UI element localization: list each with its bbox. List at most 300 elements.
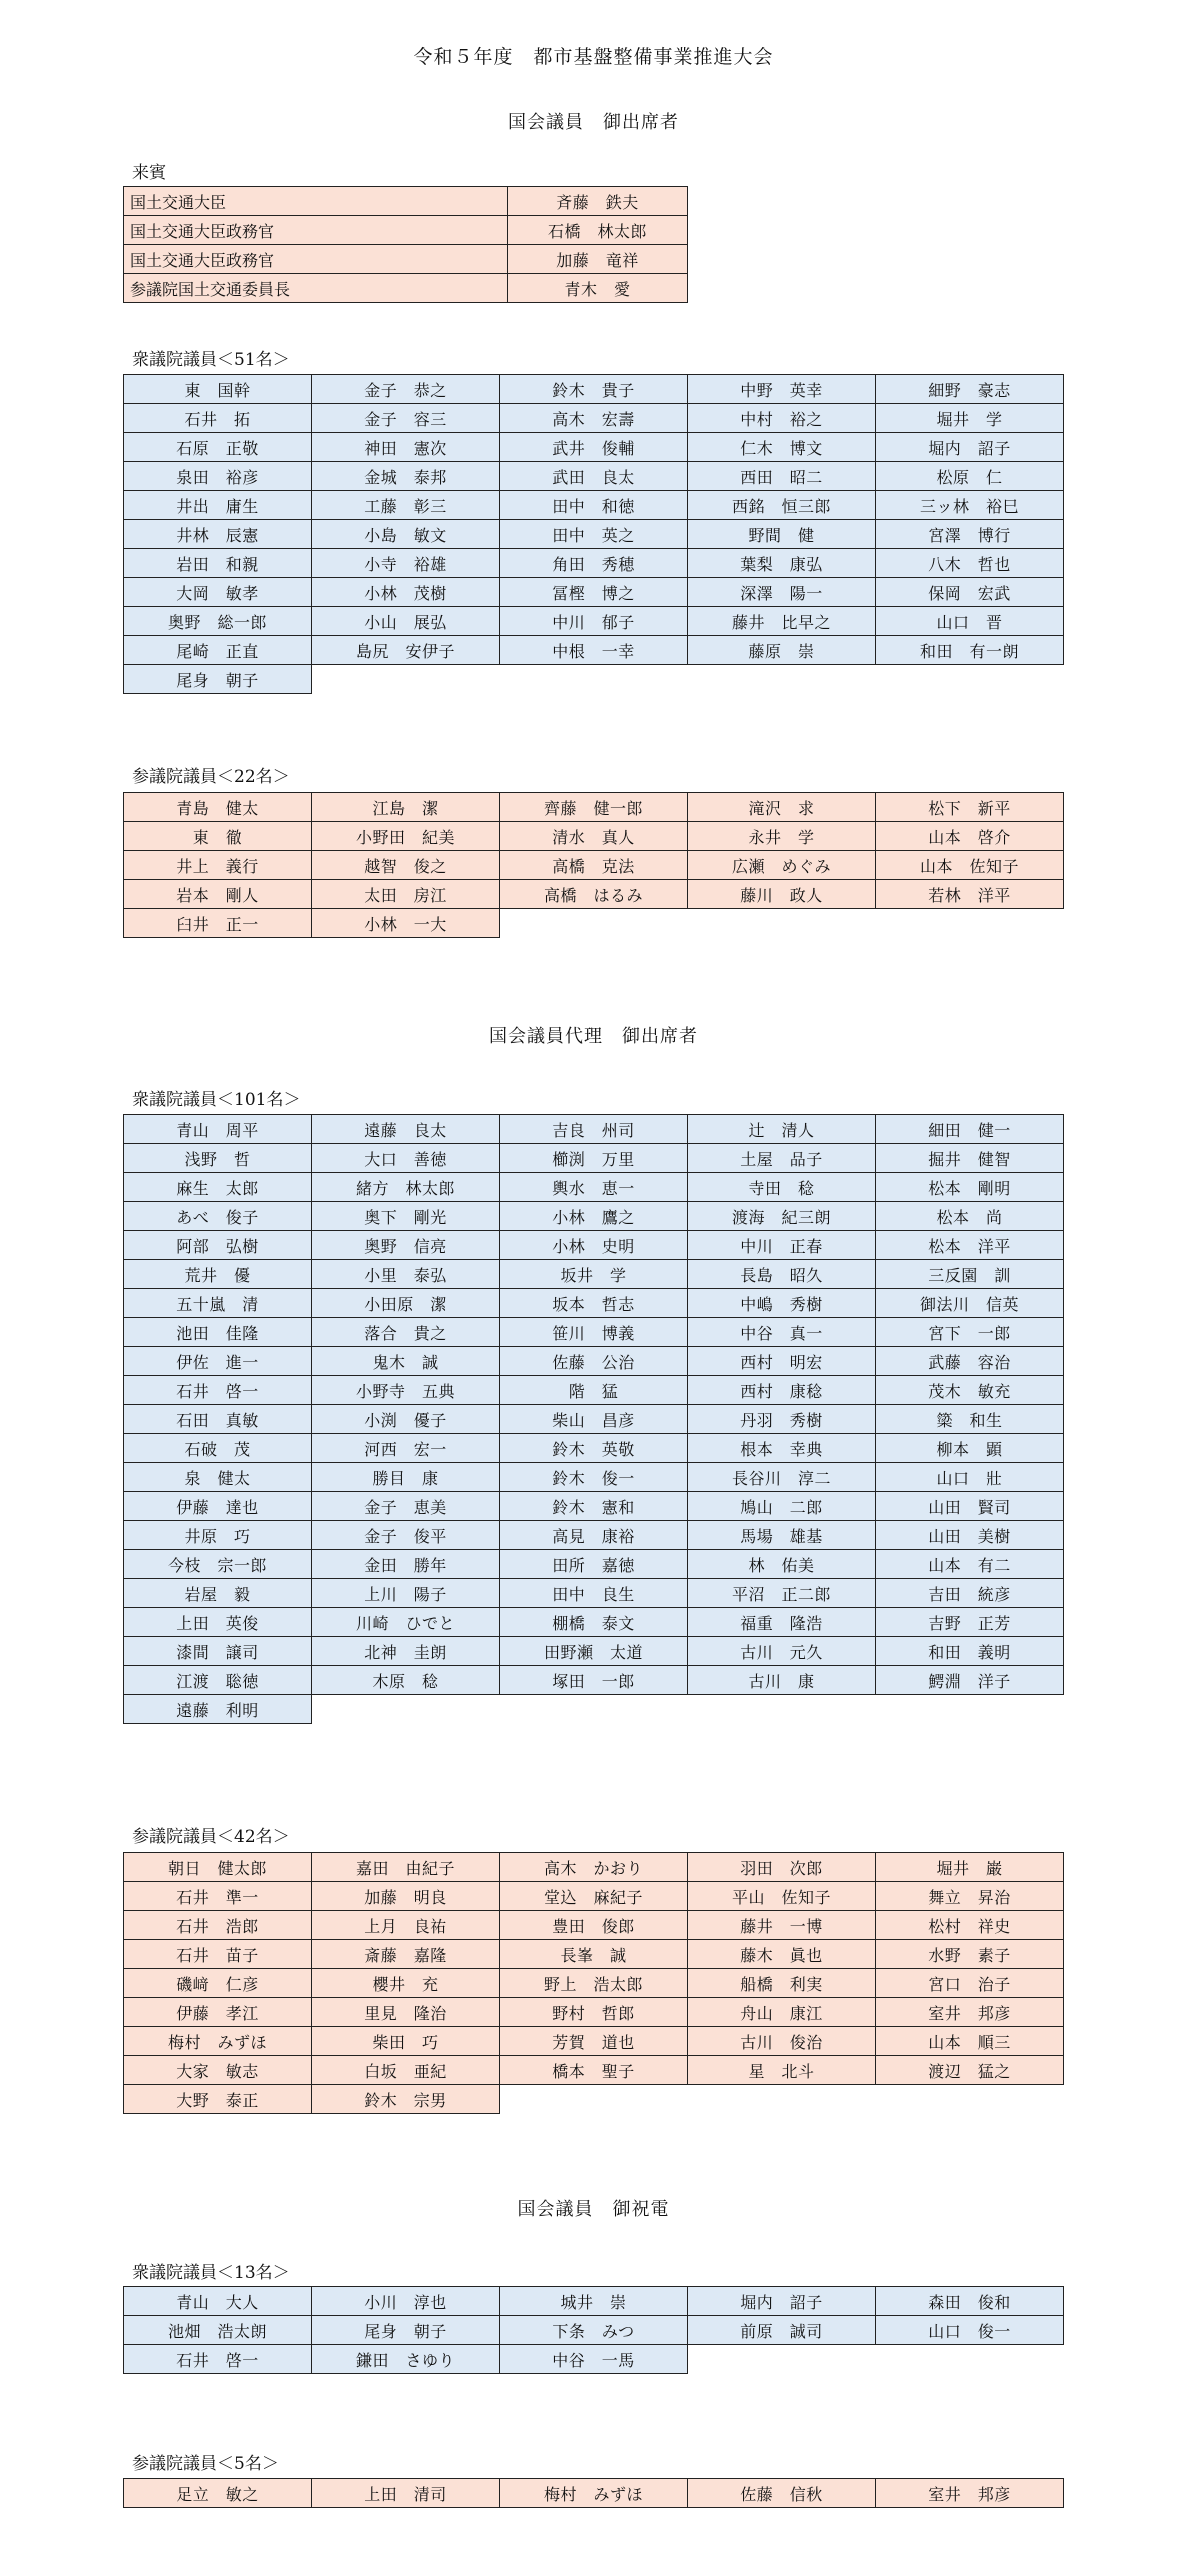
- member-name: 西銘 恒三郎: [688, 491, 876, 520]
- member-name: 石田 真敏: [124, 1405, 312, 1434]
- member-name: 橋本 聖子: [500, 2056, 688, 2085]
- table-row: [124, 1695, 1064, 1724]
- member-name: 東 徹: [124, 822, 312, 851]
- member-name: 神田 憲次: [312, 433, 500, 462]
- member-name: 北神 圭朗: [312, 1637, 500, 1666]
- member-name: 古川 俊治: [688, 2027, 876, 2056]
- guest-role: 国土交通大臣政務官: [124, 245, 508, 274]
- member-name: 遠藤 利明: [124, 1695, 312, 1724]
- member-name: 深澤 陽一: [688, 578, 876, 607]
- member-name: 井林 辰憲: [124, 520, 312, 549]
- member-name: 小林 鷹之: [500, 1202, 688, 1231]
- heading-telegrams: 国会議員 御祝電: [517, 2199, 670, 2220]
- member-name: 長峯 誠: [500, 1940, 688, 1969]
- member-name: 奥野 信亮: [312, 1231, 500, 1260]
- member-name: 坂本 哲志: [500, 1289, 688, 1318]
- empty-cell: [312, 665, 500, 694]
- member-name: 加藤 明良: [312, 1882, 500, 1911]
- member-name: 浅野 哲: [124, 1144, 312, 1173]
- guest-role: 国土交通大臣政務官: [124, 216, 508, 245]
- member-name: 田中 和徳: [500, 491, 688, 520]
- table-row: [124, 636, 1064, 665]
- member-name: 高木 かおり: [500, 1853, 688, 1882]
- member-name: 河西 宏一: [312, 1434, 500, 1463]
- member-name: 尾身 朝子: [124, 665, 312, 694]
- table-row: [124, 1231, 1064, 1260]
- member-name: 藤川 政人: [688, 880, 876, 909]
- member-name: 岩本 剛人: [124, 880, 312, 909]
- member-name: 越智 俊之: [312, 851, 500, 880]
- empty-cell: [688, 1695, 876, 1724]
- heading-attendees: 国会議員 御出席者: [508, 112, 679, 133]
- member-name: 鈴木 英敬: [500, 1434, 688, 1463]
- member-name: 吉田 統彦: [876, 1579, 1064, 1608]
- member-name: 太田 房江: [312, 880, 500, 909]
- table-row: [124, 1969, 1064, 1998]
- member-name: 福重 隆浩: [688, 1608, 876, 1637]
- member-name: 保岡 宏武: [876, 578, 1064, 607]
- member-name: 三反園 訓: [876, 1260, 1064, 1289]
- table-row: [124, 375, 1064, 404]
- member-name: 中根 一幸: [500, 636, 688, 665]
- member-name: 武井 俊輔: [500, 433, 688, 462]
- member-name: 尾身 朝子: [312, 2316, 500, 2345]
- empty-cell: [500, 1695, 688, 1724]
- member-name: 白坂 亜紀: [312, 2056, 500, 2085]
- member-name: 清水 真人: [500, 822, 688, 851]
- table-row: [124, 2287, 1064, 2316]
- member-name: 山口 晋: [876, 607, 1064, 636]
- table-row: [124, 1882, 1064, 1911]
- table-row: [124, 1260, 1064, 1289]
- member-name: 堀内 詔子: [876, 433, 1064, 462]
- member-name: 塚田 一郎: [500, 1666, 688, 1695]
- member-name: 柳本 顕: [876, 1434, 1064, 1463]
- member-name: 里見 隆治: [312, 1998, 500, 2027]
- member-name: 鈴木 憲和: [500, 1492, 688, 1521]
- member-name: 三ッ林 裕巳: [876, 491, 1064, 520]
- member-name: 佐藤 信秋: [688, 2479, 876, 2508]
- member-name: 中村 裕之: [688, 404, 876, 433]
- member-name: 小林 一大: [312, 909, 500, 938]
- member-name: 斎藤 嘉隆: [312, 1940, 500, 1969]
- member-name: 古川 元久: [688, 1637, 876, 1666]
- member-name: 堀井 巌: [876, 1853, 1064, 1882]
- guest-name: 斉藤 鉄夫: [508, 187, 688, 216]
- member-name: 田中 良生: [500, 1579, 688, 1608]
- member-name: 山本 啓介: [876, 822, 1064, 851]
- member-name: 中嶋 秀樹: [688, 1289, 876, 1318]
- member-name: 金子 恭之: [312, 375, 500, 404]
- member-name: 奥下 剛光: [312, 1202, 500, 1231]
- member-name: 鰐淵 洋子: [876, 1666, 1064, 1695]
- table-row: [124, 274, 688, 303]
- member-name: 麻生 太郎: [124, 1173, 312, 1202]
- attendee-council-label: 参議院議員＜22名＞: [132, 767, 290, 787]
- table-row: [124, 2085, 1064, 2114]
- member-name: 金子 恵美: [312, 1492, 500, 1521]
- member-name: 堀井 学: [876, 404, 1064, 433]
- table-row: [124, 1608, 1064, 1637]
- member-name: 高木 宏壽: [500, 404, 688, 433]
- empty-cell: [500, 909, 688, 938]
- member-name: 吉野 正芳: [876, 1608, 1064, 1637]
- member-name: 伊佐 進一: [124, 1347, 312, 1376]
- member-name: 小川 淳也: [312, 2287, 500, 2316]
- table-row: [124, 216, 688, 245]
- guests-label: 来賓: [132, 163, 166, 183]
- member-name: 金子 容三: [312, 404, 500, 433]
- member-name: 田野瀬 太道: [500, 1637, 688, 1666]
- member-name: 遠藤 良太: [312, 1115, 500, 1144]
- member-name: 室井 邦彦: [876, 1998, 1064, 2027]
- member-name: 藤井 比早之: [688, 607, 876, 636]
- member-name: 金城 泰邦: [312, 462, 500, 491]
- member-name: 柴田 巧: [312, 2027, 500, 2056]
- attendee-council-table: [123, 792, 1064, 938]
- member-name: 松本 剛明: [876, 1173, 1064, 1202]
- member-name: 和田 有一朗: [876, 636, 1064, 665]
- table-row: [124, 1940, 1064, 1969]
- member-name: 小里 泰弘: [312, 1260, 500, 1289]
- member-name: 豊田 俊郎: [500, 1911, 688, 1940]
- member-name: 輿水 恵一: [500, 1173, 688, 1202]
- member-name: 島尻 安伊子: [312, 636, 500, 665]
- member-name: 木原 稔: [312, 1666, 500, 1695]
- member-name: 小寺 裕雄: [312, 549, 500, 578]
- member-name: 朝日 健太郎: [124, 1853, 312, 1882]
- member-name: 山本 有二: [876, 1550, 1064, 1579]
- member-name: 伊藤 孝江: [124, 1998, 312, 2027]
- member-name: 山本 佐知子: [876, 851, 1064, 880]
- member-name: 中谷 真一: [688, 1318, 876, 1347]
- member-name: 水野 素子: [876, 1940, 1064, 1969]
- member-name: 江渡 聡徳: [124, 1666, 312, 1695]
- empty-cell: [876, 2345, 1064, 2374]
- member-name: 大野 泰正: [124, 2085, 312, 2114]
- member-name: 羽田 次郎: [688, 1853, 876, 1882]
- member-name: 佐藤 公治: [500, 1347, 688, 1376]
- member-name: 伊藤 達也: [124, 1492, 312, 1521]
- guest-role: 参議院国土交通委員長: [124, 274, 508, 303]
- telegram-council-table: [123, 2478, 1064, 2508]
- table-row: [124, 1115, 1064, 1144]
- member-name: 泉 健太: [124, 1463, 312, 1492]
- table-row: [124, 1318, 1064, 1347]
- table-row: [124, 1376, 1064, 1405]
- member-name: 若林 洋平: [876, 880, 1064, 909]
- member-name: 室井 邦彦: [876, 2479, 1064, 2508]
- member-name: 井原 巧: [124, 1521, 312, 1550]
- member-name: 葉梨 康弘: [688, 549, 876, 578]
- document-title: 令和５年度 都市基盤整備事業推進大会: [413, 46, 774, 68]
- member-name: 冨樫 博之: [500, 578, 688, 607]
- member-name: 坂井 学: [500, 1260, 688, 1289]
- member-name: 中野 英幸: [688, 375, 876, 404]
- member-name: 吉良 州司: [500, 1115, 688, 1144]
- member-name: 石井 苗子: [124, 1940, 312, 1969]
- table-row: [124, 607, 1064, 636]
- member-name: 勝目 康: [312, 1463, 500, 1492]
- member-name: 石井 啓一: [124, 1376, 312, 1405]
- member-name: 梅村 みずほ: [500, 2479, 688, 2508]
- empty-cell: [312, 1695, 500, 1724]
- member-name: 山口 俊一: [876, 2316, 1064, 2345]
- table-row: [124, 1463, 1064, 1492]
- table-row: [124, 2345, 1064, 2374]
- member-name: 井上 義行: [124, 851, 312, 880]
- empty-cell: [500, 2085, 688, 2114]
- member-name: 青山 周平: [124, 1115, 312, 1144]
- telegram-council-label: 参議院議員＜5名＞: [132, 2454, 279, 2474]
- table-row: [124, 880, 1064, 909]
- member-name: 茂木 敏充: [876, 1376, 1064, 1405]
- empty-cell: [688, 665, 876, 694]
- member-name: 掘井 健智: [876, 1144, 1064, 1173]
- member-name: 渡海 紀三朗: [688, 1202, 876, 1231]
- member-name: 石井 準一: [124, 1882, 312, 1911]
- guests-table: [123, 186, 688, 303]
- member-name: 緒方 林太郎: [312, 1173, 500, 1202]
- table-row: [124, 2316, 1064, 2345]
- proxy-house-label: 衆議院議員＜101名＞: [132, 1090, 301, 1110]
- table-row: [124, 2479, 1064, 2508]
- member-name: 松原 仁: [876, 462, 1064, 491]
- table-row: [124, 1550, 1064, 1579]
- table-row: [124, 1173, 1064, 1202]
- member-name: 工藤 彰三: [312, 491, 500, 520]
- telegram-house-label: 衆議院議員＜13名＞: [132, 2263, 290, 2283]
- member-name: 野上 浩太郎: [500, 1969, 688, 1998]
- empty-cell: [876, 2085, 1064, 2114]
- member-name: 池田 佳隆: [124, 1318, 312, 1347]
- member-name: 井出 庸生: [124, 491, 312, 520]
- member-name: 大家 敏志: [124, 2056, 312, 2085]
- member-name: 今枝 宗一郎: [124, 1550, 312, 1579]
- member-name: 田中 英之: [500, 520, 688, 549]
- member-name: 和田 義明: [876, 1637, 1064, 1666]
- member-name: 野村 哲郎: [500, 1998, 688, 2027]
- table-row: [124, 1289, 1064, 1318]
- member-name: 奥野 総一郎: [124, 607, 312, 636]
- member-name: 嘉田 由紀子: [312, 1853, 500, 1882]
- member-name: 前原 誠司: [688, 2316, 876, 2345]
- table-row: [124, 491, 1064, 520]
- member-name: 滝沢 求: [688, 793, 876, 822]
- guest-role: 国土交通大臣: [124, 187, 508, 216]
- member-name: 鈴木 俊一: [500, 1463, 688, 1492]
- member-name: 川崎 ひでと: [312, 1608, 500, 1637]
- table-row: [124, 578, 1064, 607]
- table-row: [124, 665, 1064, 694]
- member-name: 角田 秀穂: [500, 549, 688, 578]
- table-row: [124, 1998, 1064, 2027]
- table-row: [124, 851, 1064, 880]
- member-name: 大岡 敏孝: [124, 578, 312, 607]
- member-name: 金田 勝年: [312, 1550, 500, 1579]
- member-name: 星 北斗: [688, 2056, 876, 2085]
- member-name: 松村 祥史: [876, 1911, 1064, 1940]
- member-name: 小林 茂樹: [312, 578, 500, 607]
- table-row: [124, 793, 1064, 822]
- table-row: [124, 245, 688, 274]
- member-name: 高橋 克法: [500, 851, 688, 880]
- member-name: 石破 茂: [124, 1434, 312, 1463]
- member-name: 山口 壯: [876, 1463, 1064, 1492]
- member-name: 堀内 詔子: [688, 2287, 876, 2316]
- member-name: 馬場 雄基: [688, 1521, 876, 1550]
- table-row: [124, 1144, 1064, 1173]
- member-name: 岩田 和親: [124, 549, 312, 578]
- member-name: 上田 英俊: [124, 1608, 312, 1637]
- guest-name: 青木 愛: [508, 274, 688, 303]
- table-row: [124, 404, 1064, 433]
- member-name: 藤木 眞也: [688, 1940, 876, 1969]
- empty-cell: [876, 909, 1064, 938]
- member-name: 城井 崇: [500, 2287, 688, 2316]
- member-name: 山田 美樹: [876, 1521, 1064, 1550]
- member-name: 宮口 治子: [876, 1969, 1064, 1998]
- member-name: 高見 康裕: [500, 1521, 688, 1550]
- table-row: [124, 187, 688, 216]
- table-row: [124, 1434, 1064, 1463]
- member-name: 広瀬 めぐみ: [688, 851, 876, 880]
- member-name: 平沼 正二郎: [688, 1579, 876, 1608]
- table-row: [124, 1666, 1064, 1695]
- table-row: [124, 462, 1064, 491]
- table-row: [124, 1347, 1064, 1376]
- member-name: 西村 明宏: [688, 1347, 876, 1376]
- member-name: 荒井 優: [124, 1260, 312, 1289]
- member-name: 阿部 弘樹: [124, 1231, 312, 1260]
- member-name: 鳩山 二郎: [688, 1492, 876, 1521]
- member-name: 五十嵐 清: [124, 1289, 312, 1318]
- empty-cell: [876, 665, 1064, 694]
- member-name: 鈴木 宗男: [312, 2085, 500, 2114]
- member-name: 小島 敏文: [312, 520, 500, 549]
- table-row: [124, 433, 1064, 462]
- member-name: 中谷 一馬: [500, 2345, 688, 2374]
- guest-name: 加藤 竜祥: [508, 245, 688, 274]
- empty-cell: [688, 2085, 876, 2114]
- member-name: 小山 展弘: [312, 607, 500, 636]
- member-name: 小野田 紀美: [312, 822, 500, 851]
- member-name: 棚橋 泰文: [500, 1608, 688, 1637]
- member-name: 下条 みつ: [500, 2316, 688, 2345]
- member-name: 石井 啓一: [124, 2345, 312, 2374]
- member-name: 細田 健一: [876, 1115, 1064, 1144]
- member-name: 磯﨑 仁彦: [124, 1969, 312, 1998]
- member-name: 高橋 はるみ: [500, 880, 688, 909]
- member-name: あべ 俊子: [124, 1202, 312, 1231]
- member-name: 八木 哲也: [876, 549, 1064, 578]
- table-row: [124, 1202, 1064, 1231]
- member-name: 階 猛: [500, 1376, 688, 1405]
- member-name: 上月 良祐: [312, 1911, 500, 1940]
- empty-cell: [876, 1695, 1064, 1724]
- member-name: 堂込 麻紀子: [500, 1882, 688, 1911]
- member-name: 鈴木 貴子: [500, 375, 688, 404]
- member-name: 野間 健: [688, 520, 876, 549]
- member-name: 石井 浩郎: [124, 1911, 312, 1940]
- proxy-house-table: [123, 1114, 1064, 1724]
- member-name: 青島 健太: [124, 793, 312, 822]
- member-name: 武藤 容治: [876, 1347, 1064, 1376]
- member-name: 山本 順三: [876, 2027, 1064, 2056]
- member-name: 林 佑美: [688, 1550, 876, 1579]
- member-name: 石井 拓: [124, 404, 312, 433]
- member-name: 尾崎 正直: [124, 636, 312, 665]
- member-name: 西村 康稔: [688, 1376, 876, 1405]
- member-name: 小渕 優子: [312, 1405, 500, 1434]
- table-row: [124, 2056, 1064, 2085]
- member-name: 芳賀 道也: [500, 2027, 688, 2056]
- table-row: [124, 2027, 1064, 2056]
- telegram-house-table: [123, 2286, 1064, 2374]
- table-row: [124, 1853, 1064, 1882]
- member-name: 臼井 正一: [124, 909, 312, 938]
- member-name: 泉田 裕彦: [124, 462, 312, 491]
- member-name: 長谷川 淳二: [688, 1463, 876, 1492]
- guest-name: 石橋 林太郎: [508, 216, 688, 245]
- member-name: 齊藤 健一郎: [500, 793, 688, 822]
- member-name: 辻 清人: [688, 1115, 876, 1144]
- member-name: 岩屋 毅: [124, 1579, 312, 1608]
- member-name: 上川 陽子: [312, 1579, 500, 1608]
- member-name: 石原 正敬: [124, 433, 312, 462]
- table-row: [124, 1911, 1064, 1940]
- member-name: 武田 良太: [500, 462, 688, 491]
- table-row: [124, 520, 1064, 549]
- member-name: 藤原 崇: [688, 636, 876, 665]
- empty-cell: [688, 2345, 876, 2374]
- member-name: 土屋 品子: [688, 1144, 876, 1173]
- member-name: 船橋 利実: [688, 1969, 876, 1998]
- proxy-council-label: 参議院議員＜42名＞: [132, 1827, 290, 1847]
- member-name: 池畑 浩太朗: [124, 2316, 312, 2345]
- member-name: 山田 賢司: [876, 1492, 1064, 1521]
- member-name: 櫛渕 万里: [500, 1144, 688, 1173]
- member-name: 小野寺 五典: [312, 1376, 500, 1405]
- member-name: 鎌田 さゆり: [312, 2345, 500, 2374]
- member-name: 渡辺 猛之: [876, 2056, 1064, 2085]
- empty-cell: [500, 665, 688, 694]
- member-name: 金子 俊平: [312, 1521, 500, 1550]
- member-name: 青山 大人: [124, 2287, 312, 2316]
- member-name: 櫻井 充: [312, 1969, 500, 1998]
- member-name: 大口 善徳: [312, 1144, 500, 1173]
- attendee-house-table: [123, 374, 1064, 694]
- member-name: 永井 学: [688, 822, 876, 851]
- member-name: 鬼木 誠: [312, 1347, 500, 1376]
- member-name: 丹羽 秀樹: [688, 1405, 876, 1434]
- member-name: 松本 洋平: [876, 1231, 1064, 1260]
- member-name: 藤井 一博: [688, 1911, 876, 1940]
- member-name: 梅村 みずほ: [124, 2027, 312, 2056]
- member-name: 松本 尚: [876, 1202, 1064, 1231]
- member-name: 中川 郁子: [500, 607, 688, 636]
- member-name: 寺田 稔: [688, 1173, 876, 1202]
- member-name: 松下 新平: [876, 793, 1064, 822]
- member-name: 宮澤 博行: [876, 520, 1064, 549]
- member-name: 舟山 康江: [688, 1998, 876, 2027]
- table-row: [124, 549, 1064, 578]
- member-name: 森田 俊和: [876, 2287, 1064, 2316]
- member-name: 上田 清司: [312, 2479, 500, 2508]
- table-row: [124, 1405, 1064, 1434]
- table-row: [124, 909, 1064, 938]
- member-name: 漆間 譲司: [124, 1637, 312, 1666]
